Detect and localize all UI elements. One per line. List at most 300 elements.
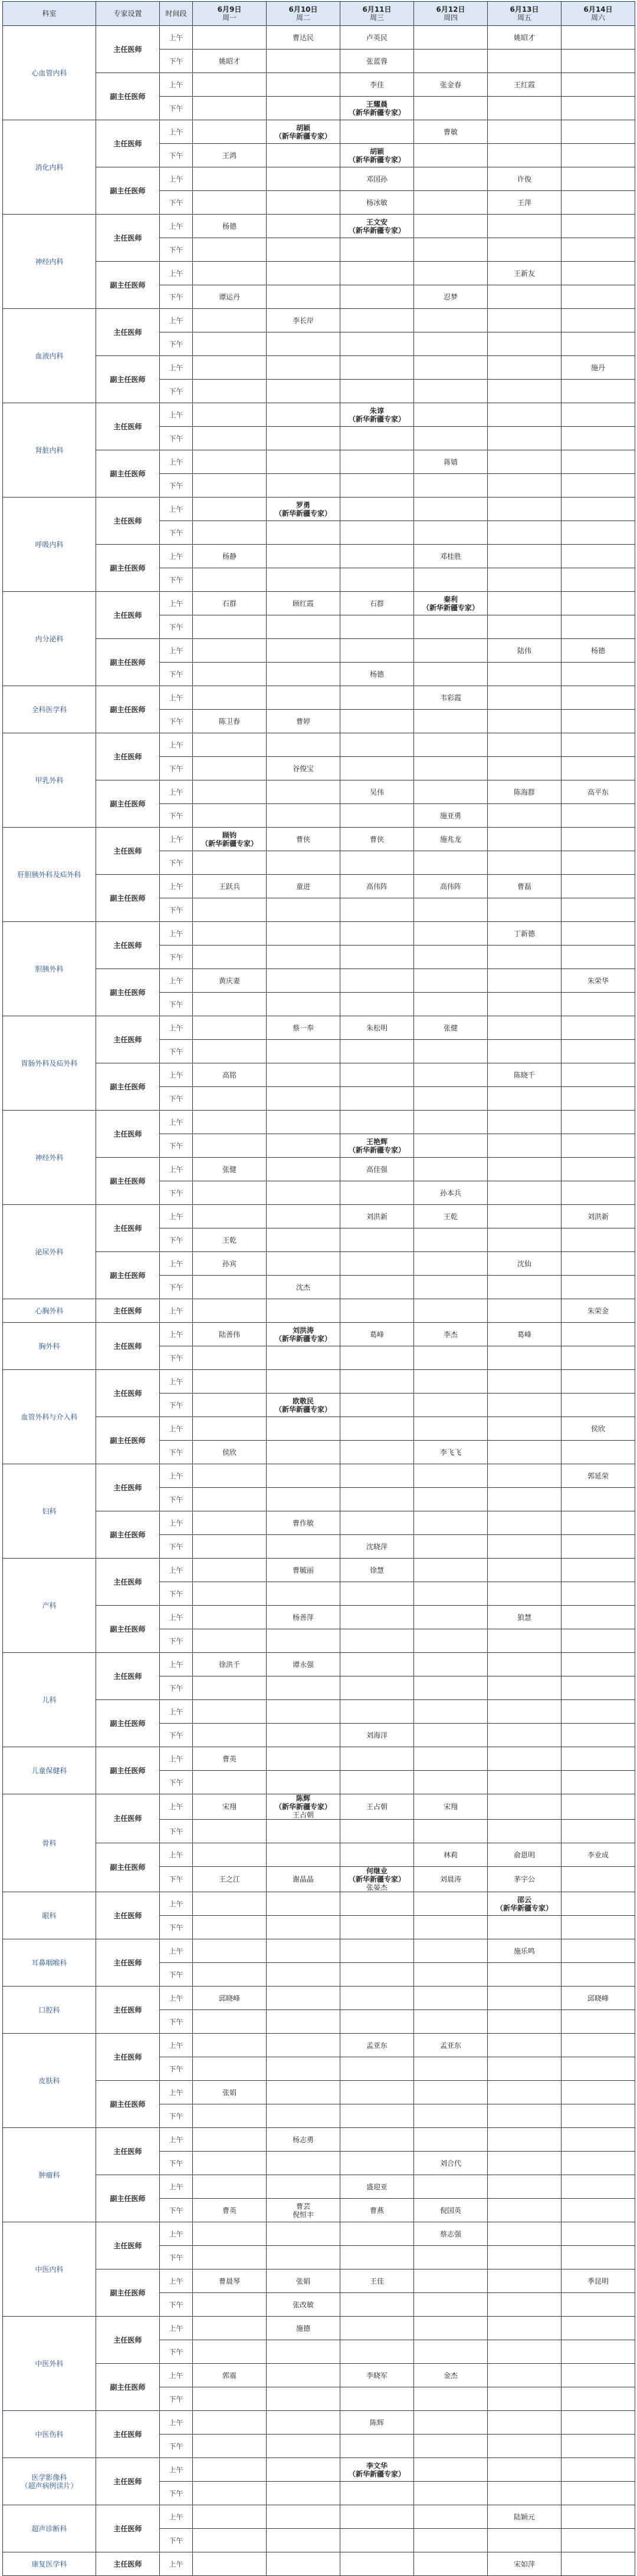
schedule-cell xyxy=(414,1700,488,1724)
doctor-name: 曹磊 xyxy=(517,882,531,891)
schedule-cell xyxy=(340,1016,414,1040)
schedule-cell xyxy=(414,2034,488,2057)
schedule-cell xyxy=(193,828,267,851)
schedule-cell xyxy=(488,1040,562,1063)
schedule-cell xyxy=(562,403,635,427)
schedule-cell xyxy=(562,2246,635,2269)
schedule-cell xyxy=(414,1299,488,1323)
time-slot: 上午 xyxy=(160,828,193,851)
schedule-cell xyxy=(340,2411,414,2435)
schedule-cell xyxy=(488,615,562,639)
schedule-cell xyxy=(562,1087,635,1111)
time-slot: 上午 xyxy=(160,686,193,710)
schedule-cell xyxy=(562,946,635,969)
schedule-cell xyxy=(193,639,267,663)
schedule-cell xyxy=(193,167,267,191)
expert-level: 副主任医师 xyxy=(96,1158,160,1205)
doctor-name: 丁新德 xyxy=(513,929,535,938)
header-date: 6月11日 xyxy=(362,5,392,14)
schedule-cell xyxy=(340,663,414,686)
schedule-cell xyxy=(267,191,340,215)
schedule-cell xyxy=(488,545,562,568)
doctor-name: 林莉 xyxy=(443,1850,458,1859)
time-slot: 上午 xyxy=(160,26,193,50)
schedule-cell xyxy=(267,780,340,804)
schedule-cell xyxy=(267,215,340,238)
department-name: 心胸外科 xyxy=(3,1299,96,1323)
schedule-cell xyxy=(488,262,562,285)
time-slot: 下午 xyxy=(160,1181,193,1205)
schedule-cell xyxy=(562,2482,635,2505)
schedule-cell xyxy=(193,1843,267,1867)
expert-level: 副主任医师 xyxy=(96,780,160,828)
schedule-cell xyxy=(340,1087,414,1111)
schedule-cell xyxy=(414,1181,488,1205)
header-level: 专家设置 xyxy=(96,2,160,26)
schedule-row xyxy=(3,1987,635,2010)
schedule-cell xyxy=(193,1939,267,1963)
schedule-cell xyxy=(340,1134,414,1158)
schedule-cell xyxy=(488,1939,562,1963)
doctor-name: 曹达民 xyxy=(292,33,314,42)
doctor-name: 王之江 xyxy=(218,1875,240,1883)
doctor-name: 姚昭才 xyxy=(513,33,535,42)
schedule-cell xyxy=(340,875,414,898)
expert-level: 副主任医师 xyxy=(96,1700,160,1747)
schedule-cell xyxy=(340,1535,414,1559)
schedule-cell xyxy=(562,1820,635,1843)
doctor-name: 胡颖 xyxy=(369,147,384,156)
schedule-cell xyxy=(414,380,488,403)
schedule-cell xyxy=(267,922,340,946)
time-slot: 下午 xyxy=(160,474,193,498)
schedule-cell xyxy=(488,2293,562,2317)
schedule-cell xyxy=(562,663,635,686)
schedule-cell xyxy=(193,2128,267,2152)
schedule-cell xyxy=(562,686,635,710)
time-slot: 上午 xyxy=(160,922,193,946)
schedule-cell xyxy=(488,898,562,922)
schedule-cell xyxy=(488,1916,562,1939)
doctor-name: 张娟 xyxy=(222,2088,237,2097)
doctor-name: 朱谆 xyxy=(369,406,384,415)
schedule-cell xyxy=(267,1582,340,1606)
schedule-cell xyxy=(193,804,267,828)
schedule-cell xyxy=(562,332,635,356)
time-slot: 下午 xyxy=(160,285,193,309)
schedule-row xyxy=(3,1700,635,1724)
schedule-cell xyxy=(488,2482,562,2505)
schedule-row xyxy=(3,1892,635,1916)
doctor-name: 王占朝 xyxy=(366,1803,388,1811)
schedule-cell xyxy=(488,191,562,215)
department-name: 超声诊断科 xyxy=(3,2505,96,2552)
header-date: 6月12日 xyxy=(436,5,465,14)
schedule-cell xyxy=(414,2293,488,2317)
schedule-row xyxy=(3,1939,635,1963)
time-slot: 下午 xyxy=(160,1276,193,1299)
schedule-cell xyxy=(340,2340,414,2364)
schedule-cell xyxy=(193,592,267,615)
schedule-cell xyxy=(414,804,488,828)
schedule-cell xyxy=(488,993,562,1016)
schedule-cell xyxy=(340,2269,414,2293)
schedule-row xyxy=(3,403,635,427)
schedule-cell xyxy=(488,1582,562,1606)
schedule-cell xyxy=(414,309,488,332)
schedule-cell xyxy=(193,898,267,922)
expert-tag: （新华新疆专家） xyxy=(274,1334,331,1343)
schedule-cell xyxy=(414,1276,488,1299)
schedule-cell xyxy=(488,1181,562,1205)
schedule-cell xyxy=(414,1205,488,1228)
schedule-cell xyxy=(340,757,414,780)
schedule-cell xyxy=(414,757,488,780)
time-slot: 下午 xyxy=(160,993,193,1016)
schedule-cell xyxy=(414,1771,488,1794)
schedule-cell xyxy=(340,1843,414,1867)
schedule-cell xyxy=(562,1747,635,1771)
expert-level: 主任医师 xyxy=(96,592,160,639)
time-slot: 上午 xyxy=(160,1843,193,1867)
schedule-cell xyxy=(562,1724,635,1747)
schedule-row xyxy=(3,2552,635,2576)
doctor-name: 杨德 xyxy=(222,222,237,230)
schedule-cell xyxy=(267,1700,340,1724)
schedule-cell xyxy=(414,1087,488,1111)
time-slot: 下午 xyxy=(160,2435,193,2458)
schedule-row xyxy=(3,1016,635,1040)
doctor-name: 陈辉 xyxy=(295,1794,310,1803)
schedule-cell xyxy=(340,639,414,663)
schedule-cell xyxy=(193,875,267,898)
schedule-cell xyxy=(340,2482,414,2505)
expert-level: 主任医师 xyxy=(96,2317,160,2364)
expert-level: 主任医师 xyxy=(96,403,160,450)
schedule-cell xyxy=(414,2317,488,2340)
schedule-cell xyxy=(562,97,635,120)
schedule-cell xyxy=(340,1747,414,1771)
schedule-cell xyxy=(267,1843,340,1867)
schedule-cell xyxy=(340,1417,414,1441)
schedule-cell xyxy=(193,1963,267,1987)
doctor-name: 刘洪涛 xyxy=(292,1326,314,1335)
schedule-cell xyxy=(340,2128,414,2152)
schedule-cell xyxy=(414,969,488,993)
schedule-cell xyxy=(267,498,340,521)
schedule-cell xyxy=(414,167,488,191)
doctor-name: 罗勇 xyxy=(295,500,310,509)
schedule-cell xyxy=(193,780,267,804)
schedule-cell xyxy=(267,1370,340,1394)
schedule-cell xyxy=(193,1867,267,1892)
doctor-name: 沈仙 xyxy=(517,1259,531,1268)
schedule-cell xyxy=(414,1464,488,1488)
schedule-cell xyxy=(267,1724,340,1747)
schedule-cell xyxy=(488,1464,562,1488)
schedule-cell xyxy=(414,73,488,97)
schedule-cell xyxy=(562,167,635,191)
time-slot: 下午 xyxy=(160,2293,193,2317)
time-slot: 下午 xyxy=(160,2482,193,2505)
schedule-cell xyxy=(562,238,635,262)
text-line: 医学影像科 xyxy=(31,2473,67,2482)
schedule-cell xyxy=(267,1606,340,1629)
schedule-cell xyxy=(193,1016,267,1040)
schedule-cell xyxy=(193,1441,267,1464)
schedule-cell xyxy=(414,1370,488,1394)
doctor-name: 刘合代 xyxy=(439,2159,461,2167)
schedule-cell xyxy=(414,1747,488,1771)
schedule-cell xyxy=(414,521,488,545)
schedule-cell xyxy=(267,2505,340,2529)
schedule-cell xyxy=(193,922,267,946)
schedule-cell xyxy=(267,1063,340,1087)
schedule-cell xyxy=(414,1063,488,1087)
time-slot: 下午 xyxy=(160,757,193,780)
schedule-cell xyxy=(488,1205,562,1228)
schedule-cell xyxy=(562,898,635,922)
schedule-cell xyxy=(562,26,635,50)
schedule-row xyxy=(3,733,635,757)
doctor-name: 童进 xyxy=(295,882,310,891)
doctor-name: 杨静 xyxy=(222,552,237,561)
doctor-name: 王艳辉 xyxy=(366,1137,388,1146)
schedule-cell xyxy=(193,498,267,521)
expert-level: 副主任医师 xyxy=(96,875,160,922)
time-slot: 下午 xyxy=(160,2246,193,2269)
schedule-cell xyxy=(267,1464,340,1488)
schedule-cell xyxy=(562,1535,635,1559)
schedule-cell xyxy=(340,2010,414,2034)
schedule-cell xyxy=(562,1063,635,1087)
schedule-cell xyxy=(340,262,414,285)
schedule-cell xyxy=(267,2458,340,2482)
schedule-cell xyxy=(193,1323,267,1346)
doctor-name: 狼慧 xyxy=(517,1613,531,1622)
schedule-cell xyxy=(267,545,340,568)
schedule-cell xyxy=(488,1892,562,1916)
time-slot: 上午 xyxy=(160,2317,193,2340)
schedule-cell xyxy=(267,380,340,403)
schedule-cell xyxy=(340,2175,414,2199)
schedule-cell xyxy=(193,1987,267,2010)
schedule-cell xyxy=(414,875,488,898)
schedule-cell xyxy=(488,1417,562,1441)
schedule-cell xyxy=(267,238,340,262)
doctor-name: 李长岸 xyxy=(292,316,314,325)
schedule-cell xyxy=(267,1087,340,1111)
schedule-cell xyxy=(267,1867,340,1892)
expert-level: 主任医师 xyxy=(96,2505,160,2552)
schedule-cell xyxy=(562,50,635,73)
schedule-cell xyxy=(267,1158,340,1181)
expert-level: 主任医师 xyxy=(96,1464,160,1511)
schedule-cell xyxy=(193,993,267,1016)
department-name: 儿科 xyxy=(3,1653,96,1747)
schedule-cell xyxy=(267,1346,340,1370)
time-slot: 下午 xyxy=(160,615,193,639)
schedule-cell xyxy=(340,26,414,50)
department-name: 血管外科与介入科 xyxy=(3,1370,96,1464)
schedule-cell xyxy=(488,1867,562,1892)
schedule-cell xyxy=(414,1252,488,1276)
schedule-cell xyxy=(562,1939,635,1963)
schedule-cell xyxy=(267,50,340,73)
schedule-cell xyxy=(562,2199,635,2222)
schedule-cell xyxy=(340,1488,414,1511)
schedule-cell xyxy=(193,1346,267,1370)
schedule-cell xyxy=(267,97,340,120)
schedule-row xyxy=(3,2269,635,2293)
schedule-cell xyxy=(340,167,414,191)
schedule-cell xyxy=(267,450,340,474)
time-slot: 上午 xyxy=(160,2458,193,2482)
schedule-cell xyxy=(193,2034,267,2057)
doctor-name: 王萍 xyxy=(517,198,531,207)
schedule-cell xyxy=(488,2411,562,2435)
schedule-cell xyxy=(414,1582,488,1606)
schedule-cell xyxy=(414,1134,488,1158)
schedule-cell xyxy=(488,1346,562,1370)
schedule-cell xyxy=(488,710,562,733)
schedule-cell xyxy=(267,427,340,450)
expert-level: 主任医师 xyxy=(96,215,160,262)
schedule-cell xyxy=(414,922,488,946)
schedule-cell xyxy=(562,1441,635,1464)
schedule-cell xyxy=(562,969,635,993)
schedule-cell xyxy=(562,1488,635,1511)
schedule-cell xyxy=(488,380,562,403)
schedule-cell xyxy=(414,828,488,851)
department-name: 耳鼻咽喉科 xyxy=(3,1939,96,1987)
schedule-cell xyxy=(340,922,414,946)
schedule-cell xyxy=(562,993,635,1016)
doctor-name: 曹婷 xyxy=(295,717,310,726)
doctor-name: 吴伟 xyxy=(369,788,384,796)
schedule-cell xyxy=(193,1629,267,1653)
schedule-cell xyxy=(267,1016,340,1040)
schedule-cell xyxy=(562,2529,635,2552)
schedule-cell xyxy=(488,2435,562,2458)
expert-tag: （新华新疆专家） xyxy=(348,108,405,117)
schedule-row xyxy=(3,1370,635,1394)
schedule-cell xyxy=(562,851,635,875)
time-slot: 上午 xyxy=(160,1464,193,1488)
doctor-name: 曹英 xyxy=(222,2206,237,2215)
schedule-cell xyxy=(488,1134,562,1158)
expert-level: 主任医师 xyxy=(96,26,160,73)
doctor-name: 李杰 xyxy=(443,1330,458,1339)
doctor-name: 谭运丹 xyxy=(218,292,240,301)
schedule-cell xyxy=(267,615,340,639)
schedule-cell xyxy=(267,144,340,167)
schedule-cell xyxy=(340,380,414,403)
schedule-cell xyxy=(193,1252,267,1276)
schedule-cell xyxy=(267,2387,340,2411)
doctor-name: 张晏杰 xyxy=(366,1883,388,1892)
schedule-cell xyxy=(340,120,414,144)
time-slot: 下午 xyxy=(160,1228,193,1252)
schedule-cell xyxy=(562,144,635,167)
time-slot: 下午 xyxy=(160,2387,193,2411)
schedule-cell xyxy=(562,1346,635,1370)
doctor-name: 石群 xyxy=(222,599,237,608)
doctor-name: 曹作敏 xyxy=(292,1518,314,1527)
doctor-name: 张金春 xyxy=(439,80,461,89)
doctor-name: 杨冰敏 xyxy=(366,198,388,207)
doctor-name: 王文安 xyxy=(366,218,388,226)
schedule-cell xyxy=(193,2152,267,2175)
schedule-cell xyxy=(267,1987,340,2010)
schedule-cell xyxy=(193,97,267,120)
expert-level: 主任医师 xyxy=(96,120,160,167)
schedule-cell xyxy=(488,969,562,993)
time-slot: 下午 xyxy=(160,2104,193,2128)
schedule-cell xyxy=(488,2034,562,2057)
doctor-name: 曹侠 xyxy=(369,835,384,844)
time-slot: 下午 xyxy=(160,568,193,592)
schedule-cell xyxy=(267,1134,340,1158)
schedule-cell xyxy=(414,2340,488,2364)
schedule-cell xyxy=(193,1771,267,1794)
schedule-cell xyxy=(414,120,488,144)
doctor-name: 沈杰 xyxy=(295,1283,310,1292)
expert-tag: （新华新疆专家） xyxy=(274,1405,331,1414)
expert-level: 副主任医师 xyxy=(96,2364,160,2411)
schedule-cell xyxy=(488,1559,562,1582)
schedule-cell xyxy=(267,2552,340,2576)
schedule-cell xyxy=(267,1111,340,1134)
schedule-cell xyxy=(340,993,414,1016)
doctor-name: 李晓军 xyxy=(366,2371,388,2380)
schedule-cell xyxy=(267,2034,340,2057)
schedule-cell xyxy=(414,1111,488,1134)
header-time: 时间段 xyxy=(160,2,193,26)
time-slot: 上午 xyxy=(160,1653,193,1676)
time-slot: 下午 xyxy=(160,663,193,686)
schedule-cell xyxy=(267,1394,340,1417)
schedule-cell xyxy=(562,2387,635,2411)
department-name: 胸外科 xyxy=(3,1323,96,1370)
schedule-cell xyxy=(562,710,635,733)
doctor-name: 刘晨涛 xyxy=(439,1875,461,1883)
department-name: 泌尿外科 xyxy=(3,1205,96,1299)
doctor-name: 黄庆妻 xyxy=(218,976,240,985)
expert-level: 主任医师 xyxy=(96,1370,160,1417)
schedule-cell xyxy=(488,828,562,851)
doctor-name: 陈晓千 xyxy=(513,1070,535,1079)
schedule-cell xyxy=(340,2293,414,2317)
time-slot: 下午 xyxy=(160,50,193,73)
schedule-cell xyxy=(562,828,635,851)
schedule-cell xyxy=(414,993,488,1016)
schedule-cell xyxy=(562,1511,635,1535)
expert-level: 主任医师 xyxy=(96,2222,160,2269)
doctor-name: 孙宾 xyxy=(222,1259,237,1268)
schedule-cell xyxy=(414,1016,488,1040)
schedule-cell xyxy=(414,1794,488,1820)
schedule-cell xyxy=(340,2152,414,2175)
schedule-cell xyxy=(562,2222,635,2246)
schedule-row xyxy=(3,167,635,191)
doctor-name: 邓桂胜 xyxy=(439,552,461,561)
schedule-cell xyxy=(414,2199,488,2222)
schedule-cell xyxy=(193,2010,267,2034)
schedule-cell xyxy=(193,1535,267,1559)
header-dept: 科室 xyxy=(3,2,96,26)
schedule-cell xyxy=(340,2104,414,2128)
